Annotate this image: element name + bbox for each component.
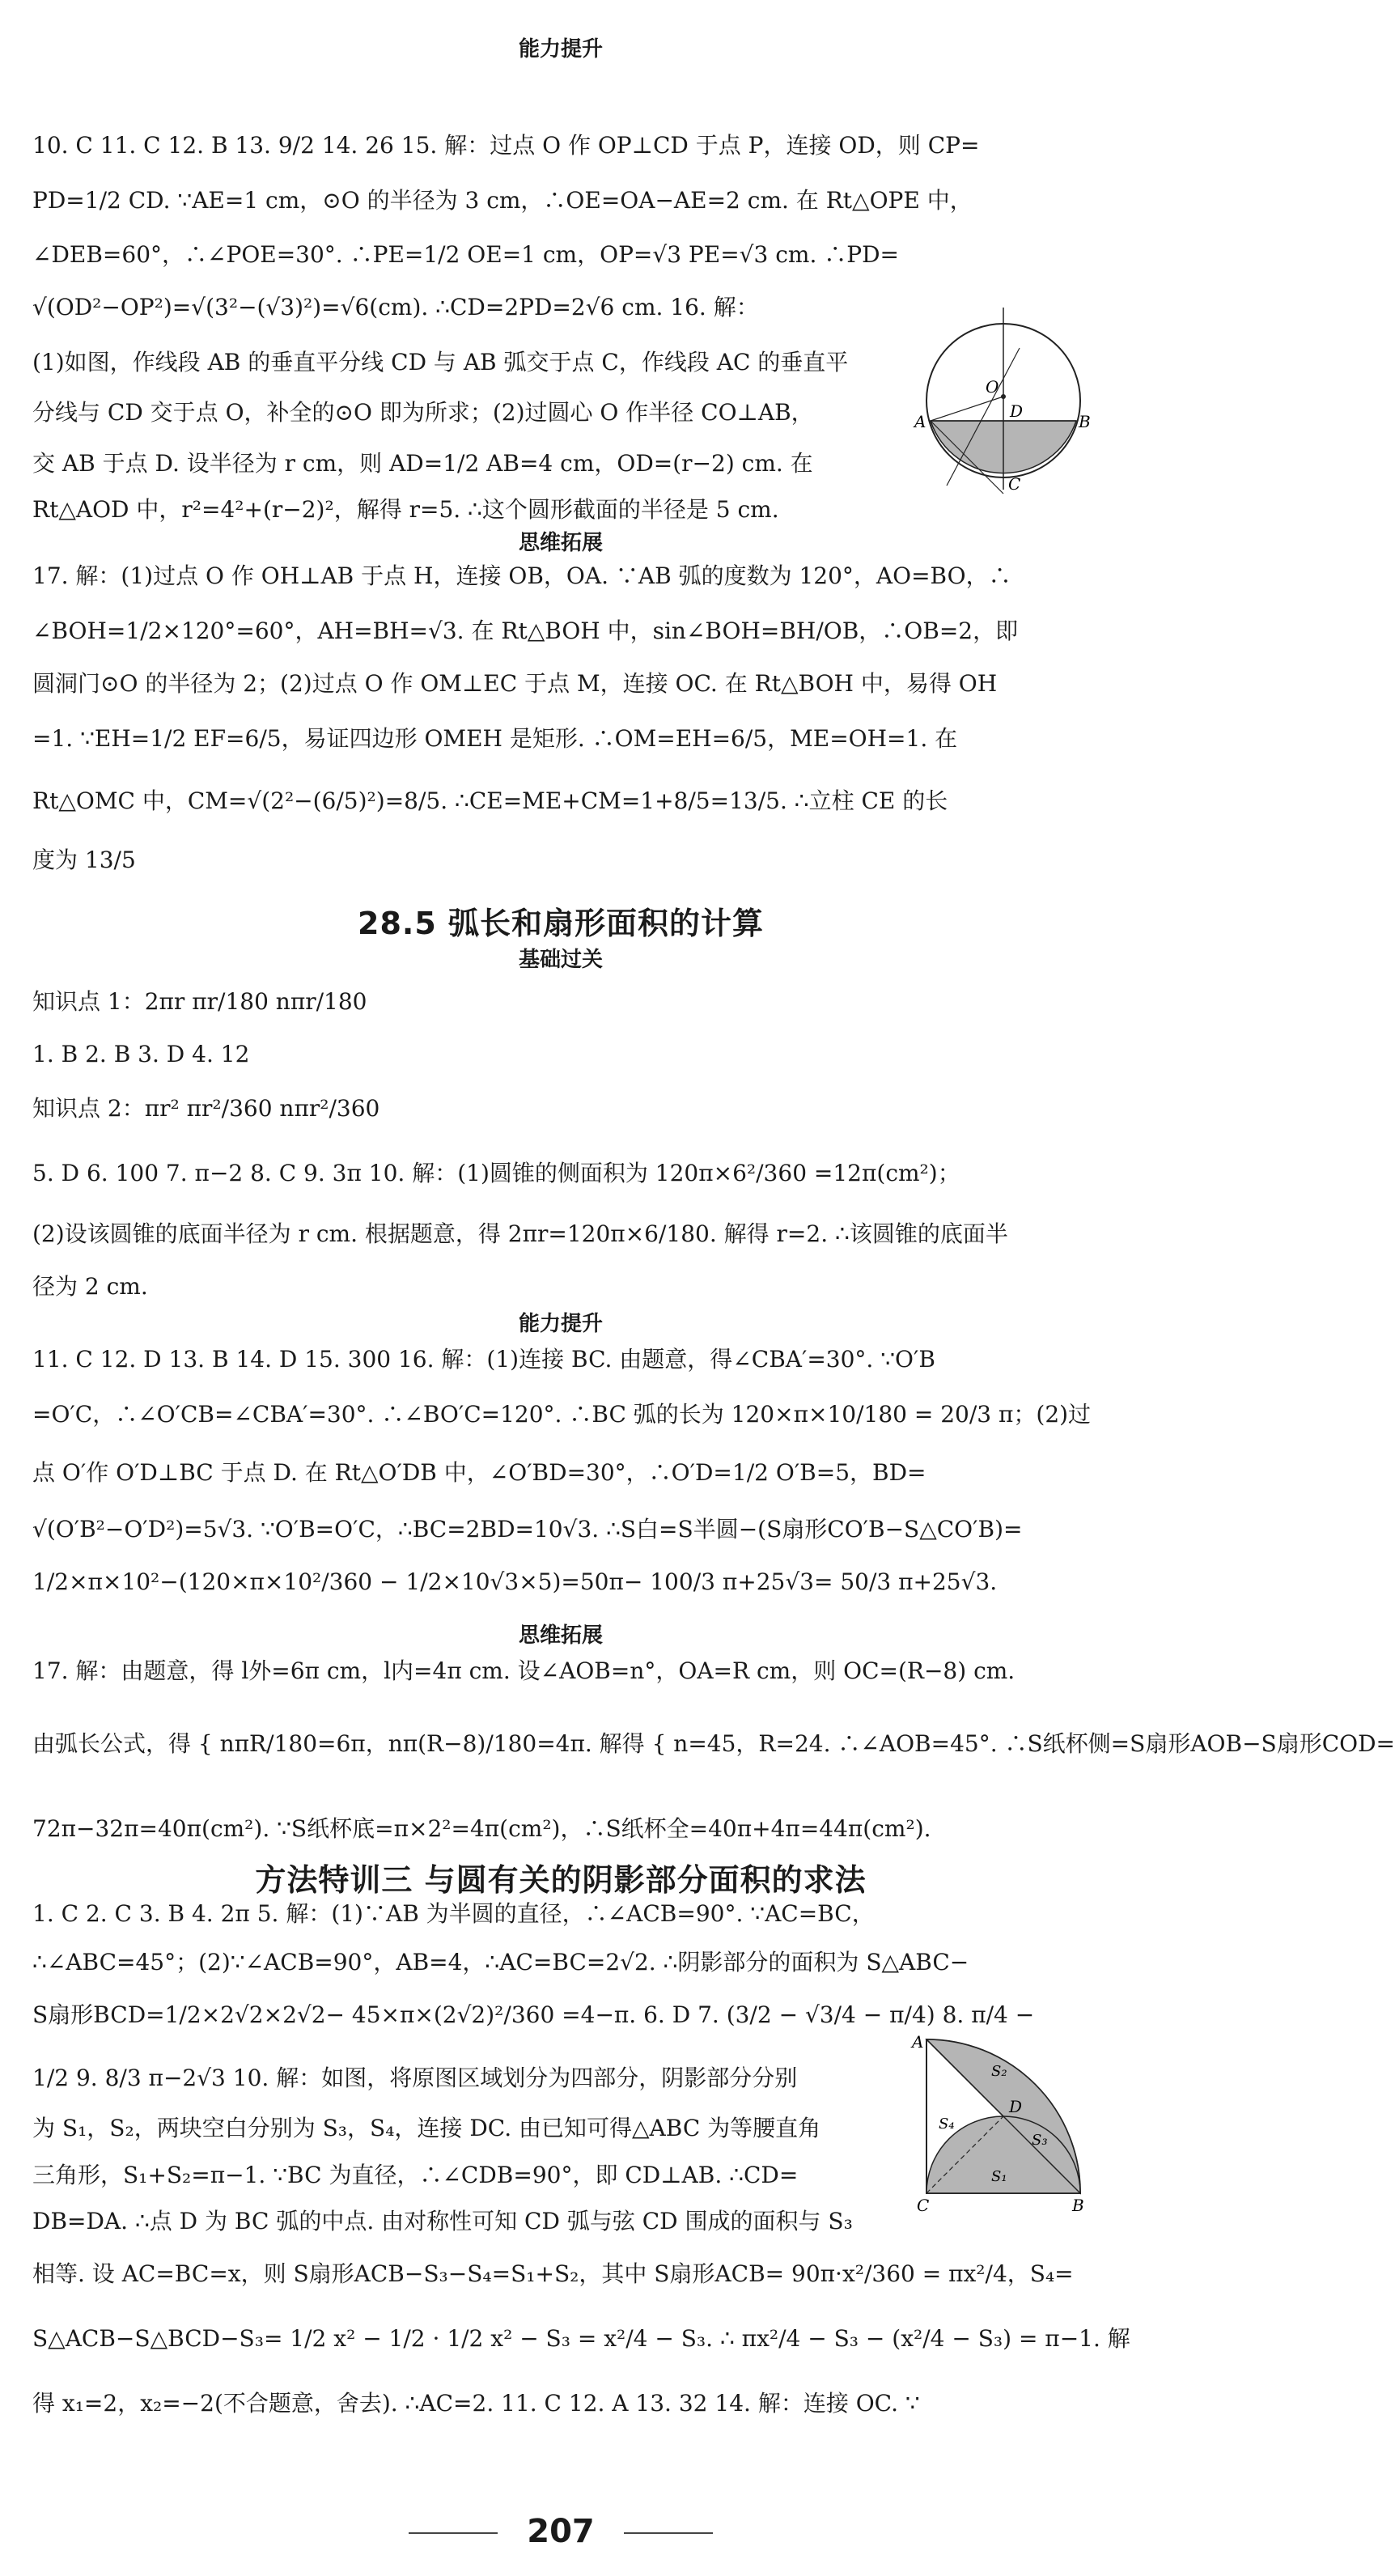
figure-circle-cross-section	[914, 299, 1092, 510]
section-heading-thinking-1: 思维拓展	[518, 531, 603, 555]
page-number-left-dash	[409, 2532, 498, 2534]
text-line: 点 O′作 O′D⊥BC 于点 D. 在 Rt△O′DB 中，∠O′BD=30°，∴O′D=1/2 O′B=5，BD=	[32, 1459, 926, 1486]
text-line: =1. ∵EH=1/2 EF=6/5，易证四边形 OMEH 是矩形. ∴OM=EH=6/5，ME=OH=1. 在	[32, 725, 958, 752]
text-line: 72π−32π=40π(cm²). ∵S纸杯底=π×2²=4π(cm²)，∴S纸杯全=40π+4π=44π(cm²).	[32, 1815, 931, 1842]
text-line: 分线与 CD 交于点 O，补全的⊙O 即为所求；(2)过圆心 O 作半径 CO⊥AB，	[32, 399, 814, 426]
text-line: ∠BOH=1/2×120°=60°，AH=BH=√3. 在 Rt△BOH 中，sin∠BOH=BH/OB，∴OB=2，即	[32, 617, 1019, 644]
page-number-text: 207	[527, 2513, 595, 2550]
section-heading-basic: 基础过关	[518, 948, 603, 972]
label-s4: S₄	[939, 2116, 955, 2133]
text-line: 交 AB 于点 D. 设半径为 r cm，则 AD=1/2 AB=4 cm，OD=(r−2) cm. 在	[32, 450, 813, 477]
text-line: S扇形BCD=1/2×2√2×2√2− 45×π×(2√2)²/360 =4−π. 6. D 7. (3/2 − √3/4 − π/4) 8. π/4 −	[32, 2001, 1035, 2028]
page-number	[0, 2513, 1122, 2550]
label-c: C	[1008, 474, 1021, 494]
text-line: 圆洞门⊙O 的半径为 2；(2)过点 O 作 OM⊥EC 于点 M，连接 OC. 在 Rt△BOH 中，易得 OH	[32, 670, 998, 697]
label-c2: C	[917, 2196, 930, 2215]
text-line: (1)如图，作线段 AB 的垂直平分线 CD 与 AB 弧交于点 C，作线段 AC 的垂直平	[32, 349, 849, 376]
text-line: 1. C 2. C 3. B 4. 2π 5. 解：(1)∵AB 为半圆的直径，∴∠ACB=90°. ∵AC=BC，	[32, 1900, 875, 1927]
text-line: =O′C，∴∠O′CB=∠CBA′=30°. ∴∠BO′C=120°. ∴BC 弧的长为 120×π×10/180 = 20/3 π；(2)过	[32, 1401, 1092, 1428]
text-line: 10. C 11. C 12. B 13. 9/2 14. 26 15. 解：过点 O 作 OP⊥CD 于点 P，连接 OD，则 CP=	[32, 132, 980, 159]
label-a2: A	[912, 2032, 924, 2052]
text-line: 相等. 设 AC=BC=x，则 S扇形ACB−S₃−S₄=S₁+S₂，其中 S扇形ACB= 90π·x²/360 = πx²/4，S₄=	[32, 2260, 1074, 2287]
label-s1: S₁	[991, 2168, 1007, 2185]
section-title-method-3: 方法特训三 与圆有关的阴影部分面积的求法	[255, 1862, 867, 1898]
label-b: B	[1079, 412, 1091, 431]
section-heading-ability-2: 能力提升	[518, 1312, 603, 1336]
text-line: 17. 解：(1)过点 O 作 OH⊥AB 于点 H，连接 OB，OA. ∵AB 弧的度数为 120°，AO=BO，∴	[32, 562, 1011, 589]
text-line: 为 S₁，S₂，两块空白分别为 S₃，S₄，连接 DC. 由已知可得△ABC 为等腰直角	[32, 2115, 821, 2141]
label-b2: B	[1072, 2196, 1084, 2215]
page-number-right-dash	[624, 2532, 713, 2534]
text-line: 1/2 9. 8/3 π−2√3 10. 解：如图，将原图区域划分为四部分，阴影部分分别	[32, 2065, 798, 2091]
figure-quarter-circle-shaded	[902, 2031, 1088, 2217]
text-line: 1. B 2. B 3. D 4. 12	[32, 1041, 250, 1067]
text-line: 三角形，S₁+S₂=π−1. ∵BC 为直径，∴∠CDB=90°，即 CD⊥AB. ∴CD=	[32, 2162, 799, 2188]
text-line: 11. C 12. D 13. B 14. D 15. 300 16. 解：(1)连接 BC. 由题意，得∠CBA′=30°. ∵O′B	[32, 1346, 935, 1373]
text-line: Rt△OMC 中，CM=√(2²−(6/5)²)=8/5. ∴CE=ME+CM=1+8/5=13/5. ∴立柱 CE 的长	[32, 787, 948, 814]
text-line: (2)设该圆锥的底面半径为 r cm. 根据题意，得 2πr=120π×6/180. 解得 r=2. ∴该圆锥的底面半	[32, 1220, 1008, 1247]
label-s3: S₃	[1032, 2132, 1048, 2149]
label-a: A	[914, 412, 926, 431]
label-d: D	[1010, 401, 1024, 421]
text-line: 由弧长公式，得 { nπR/180=6π，nπ(R−8)/180=4π. 解得 { n=45，R=24. ∴∠AOB=45°. ∴S纸杯侧=S扇形AOB−S扇形COD=	[32, 1730, 1395, 1757]
section-heading-ability-1: 能力提升	[518, 37, 603, 62]
text-line: 径为 2 cm.	[32, 1273, 148, 1300]
text-line: 得 x₁=2，x₂=−2(不合题意，舍去). ∴AC=2. 11. C 12. A 13. 32 14. 解：连接 OC. ∵	[32, 2390, 920, 2417]
text-line: √(OD²−OP²)=√(3²−(√3)²)=√6(cm). ∴CD=2PD=2√6 cm. 16. 解：	[32, 294, 759, 320]
text-line: 知识点 1：2πr πr/180 nπr/180	[32, 988, 367, 1015]
text-line: 17. 解：由题意，得 l外=6π cm，l内=4π cm. 设∠AOB=n°，OA=R cm，则 OC=(R−8) cm.	[32, 1657, 1016, 1684]
text-line: ∠DEB=60°，∴∠POE=30°. ∴PE=1/2 OE=1 cm，OP=√3 PE=√3 cm. ∴PD=	[32, 241, 900, 268]
text-line: 度为 13/5	[32, 847, 136, 873]
section-heading-thinking-2: 思维拓展	[518, 1623, 603, 1648]
text-line: √(O′B²−O′D²)=5√3. ∵O′B=O′C，∴BC=2BD=10√3. ∴S白=S半圆−(S扇形CO′B−S△CO′B)=	[32, 1516, 1023, 1543]
text-line: 1/2×π×10²−(120×π×10²/360 − 1/2×10√3×5)=50π− 100/3 π+25√3= 50/3 π+25√3.	[32, 1568, 998, 1595]
text-line: 5. D 6. 100 7. π−2 8. C 9. 3π 10. 解：(1)圆锥的侧面积为 120π×6²/360 =12π(cm²)；	[32, 1160, 960, 1186]
text-line: Rt△AOD 中，r²=4²+(r−2)²，解得 r=5. ∴这个圆形截面的半径是 5 cm.	[32, 496, 779, 523]
text-line: DB=DA. ∴点 D 为 BC 弧的中点. 由对称性可知 CD 弧与弦 CD 围成的面积与 S₃	[32, 2208, 853, 2234]
text-line: S△ACB−S△BCD−S₃= 1/2 x² − 1/2 · 1/2 x² − S₃ = x²/4 − S₃. ∴ πx²/4 − S₃ − (x²/4 − S₃) = π−1. 解	[32, 2325, 1130, 2352]
label-s2: S₂	[991, 2063, 1007, 2080]
text-line: ∴∠ABC=45°；(2)∵∠ACB=90°，AB=4，∴AC=BC=2√2. ∴阴影部分的面积为 S△ABC−	[32, 1949, 969, 1975]
text-line: PD=1/2 CD. ∵AE=1 cm，⊙O 的半径为 3 cm，∴OE=OA−AE=2 cm. 在 Rt△OPE 中，	[32, 187, 973, 214]
text-line: 知识点 2：πr² πr²/360 nπr²/360	[32, 1095, 380, 1122]
label-o: O	[986, 377, 999, 397]
section-title-28-5: 28.5 弧长和扇形面积的计算	[358, 906, 764, 941]
label-d2: D	[1009, 2097, 1023, 2116]
